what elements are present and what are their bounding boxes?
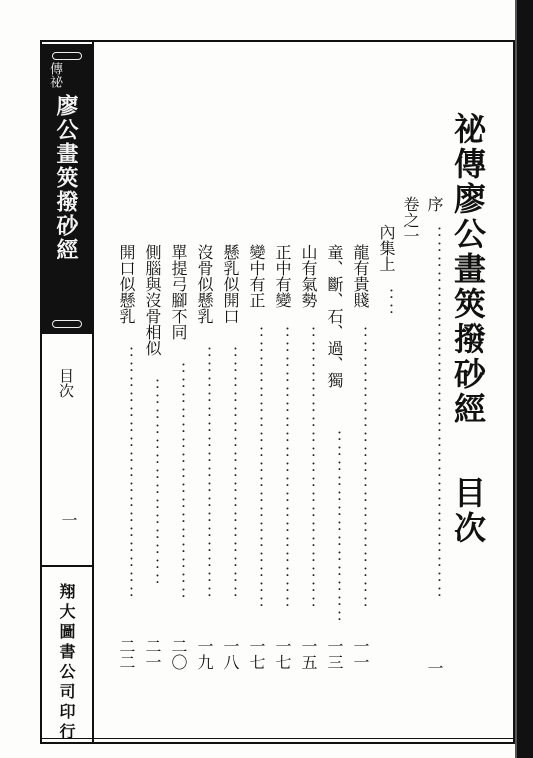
- toc-leader-dots: ：：: [377, 288, 396, 318]
- toc-entry-label: 側腦與沒骨相似: [143, 244, 162, 356]
- toc-page-number: 一三: [325, 638, 344, 670]
- toc-entry-label: 變中有正: [247, 244, 266, 308]
- toc-entry-label: 序: [425, 196, 444, 212]
- toc-entry-label: 內集上: [377, 224, 396, 272]
- toc-page-number: 一一: [351, 638, 370, 670]
- toc-leader-dots: ：：：：：：：：：：：：：：：：：：：: [273, 326, 292, 611]
- toc-entry-label: 正中有變: [273, 244, 292, 308]
- toc-leader-dots: ：：：：：：：：：：：：：：：：：：：: [299, 326, 318, 611]
- toc-page-number: 一七: [273, 638, 292, 670]
- toc-leader-dots: ：：：：：：：：：：：：：：：：：: [221, 346, 240, 601]
- toc-page-number: 二一: [143, 638, 162, 670]
- toc-page-number: 二〇: [169, 638, 188, 670]
- publisher-imprint: 翔大圖書公司印行: [57, 583, 76, 743]
- margin-small-title: [48, 62, 61, 88]
- toc-page-number: 一八: [221, 638, 240, 670]
- toc-entry-label: 開口似懸乳: [117, 244, 136, 324]
- toc-leader-dots: ：：：：：：：：：：：：：：：：：: [195, 346, 214, 601]
- bottom-rule-inner: [40, 738, 515, 739]
- toc-leader-dots: ：：：：：：：：：：：：：：：：：：：: [351, 326, 370, 611]
- margin-page-number: 一: [59, 512, 78, 528]
- margin-small-char-1: 傳: [47, 62, 62, 75]
- ornament-bottom: [52, 320, 82, 328]
- page-edge: [517, 0, 533, 758]
- toc-page-number: 一七: [247, 638, 266, 670]
- toc-entry-label: 懸乳似開口: [221, 244, 240, 324]
- toc-leader-dots: ：：：：：：：：：：：：：：：：: [169, 362, 188, 602]
- toc-page-number: 一五: [299, 638, 318, 670]
- toc-page-number: 一九: [195, 638, 214, 670]
- margin-rule: [92, 40, 94, 744]
- toc-page-number: 二二: [117, 638, 136, 670]
- book-section-title: 目次: [449, 476, 487, 546]
- ornament-top: [52, 52, 82, 60]
- toc-entry-label: 卷之一: [401, 196, 420, 244]
- bottom-rule: [40, 742, 515, 744]
- toc-leader-dots: ：：：：：：：：：：：：：：: [143, 378, 162, 588]
- margin-section: 目次: [57, 368, 75, 398]
- toc-page-number: 一: [425, 660, 444, 676]
- top-rule: [40, 40, 515, 42]
- toc-entry-label: 單提弓腳不同: [169, 244, 188, 340]
- toc-leader-dots: ：：：：：：：：：：：：：：：：：：：: [247, 326, 266, 611]
- book-title: 祕傳廖公畫筴撥砂經: [449, 112, 487, 427]
- margin-small-char-2: 祕: [47, 75, 62, 88]
- toc-leader-dots: ：：：：：：：：：：：：：：：：：：：：：：：：：: [425, 226, 444, 601]
- toc-entry-label: 龍有貴賤: [351, 244, 370, 308]
- margin-title: 廖公畫筴撥砂經: [53, 94, 78, 262]
- toc-entry-label: 沒骨似懸乳: [195, 244, 214, 324]
- toc-leader-dots: ：：：：：：：：：：：：：: [325, 430, 344, 625]
- margin-separator: [40, 565, 94, 567]
- toc-entry-label: 山有氣勢: [299, 244, 318, 308]
- toc-leader-dots: ：：：：：：：：：：：：：：：：：: [117, 346, 136, 601]
- toc-entry-label: 童、斷、石、過、獨: [325, 244, 344, 388]
